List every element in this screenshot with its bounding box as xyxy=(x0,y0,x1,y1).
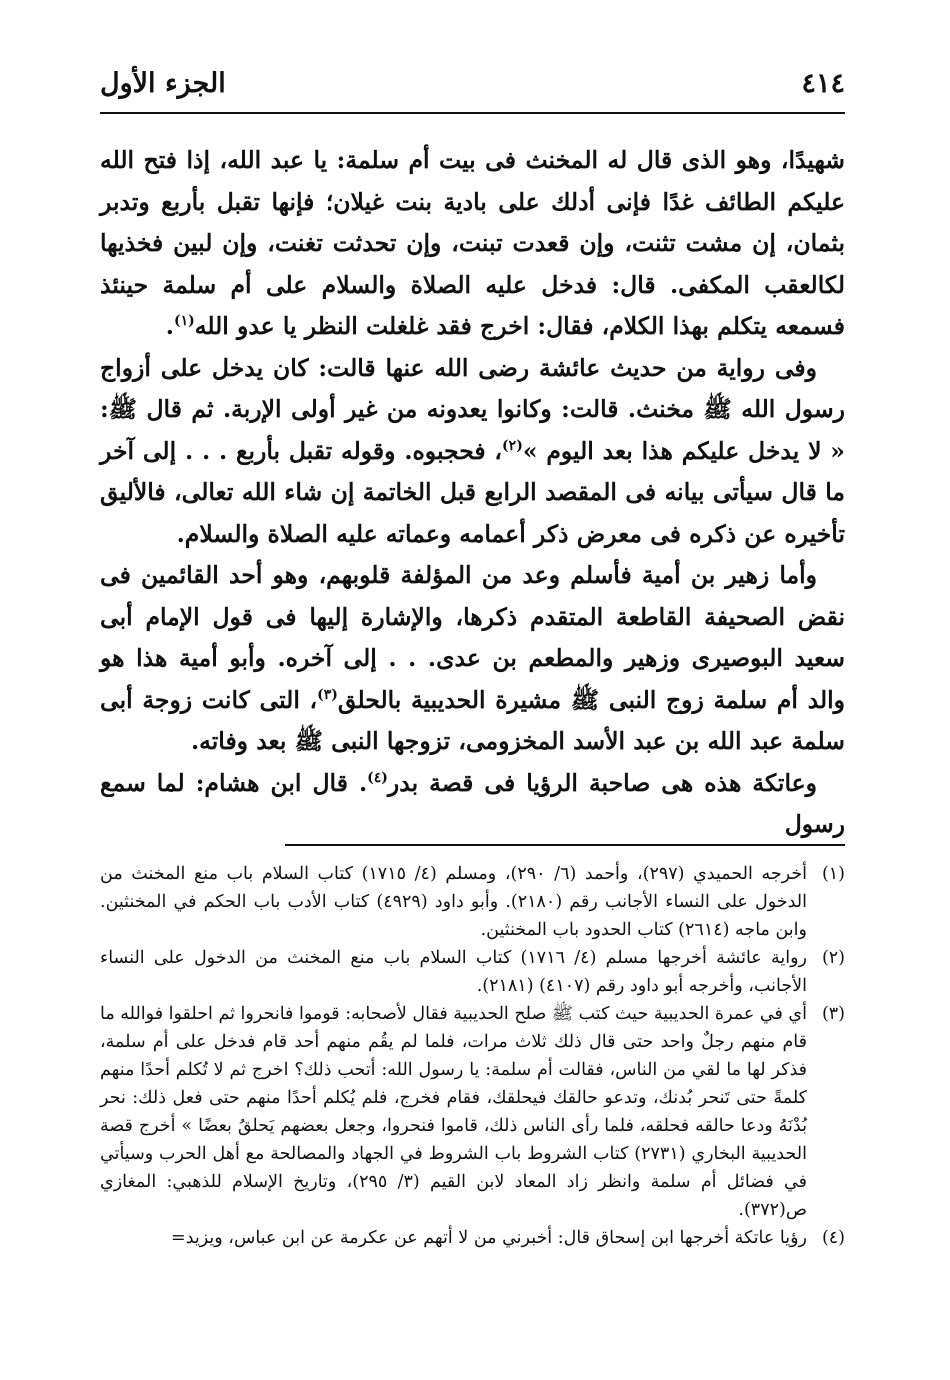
page-number: ٤١٤ xyxy=(801,68,845,99)
paragraph-1: شهيدًا، وهو الذى قال له المخنث فى بيت أم سلمة: يا عبد الله، إذا فتح الله عليكم الطائف غدًا فإنى أدلك على بادية بنت غيلان؛ فإنها تقبل بأربع وتدبر بثمان، إن مشت تثنت، وإن قعدت تبنت، وإن تحدثت تغنت، وإن لبين فخذيها لكالعقب المكفى. قال: فدخل عليه الصلاة والسلام على أم سلمة حينئذ فسمعه يتكلم بهذا الكلام، فقال: اخرج فقد غلغلت النظر يا عدو الله$^{(١)}$. xyxy=(100,146,845,340)
footnote-number: (١) xyxy=(821,864,845,884)
footnote-2 xyxy=(100,944,845,1000)
footnote-3 xyxy=(100,1000,845,1224)
paragraph-3: وأما زهير بن أمية فأسلم وعد من المؤلفة قلوبهم، وهو أحد القائمين فى نقض الصحيفة القاطعة المتقدم ذكرها، والإشارة إليها فى قول الإمام أبى سعيد البوصيرى وزهير والمطعم بن عدى. . . إلى آخره. وأبو أمية هذا هو والد أم سلمة زوج النبى ﷺ مشيرة الحديبية بالحلق$^{(٣)}$، التى كانت زوجة أبى سلمة عبد الله بن عبد الأسد المخزومى، تزوجها النبى ﷺ بعد وفاته. xyxy=(100,561,846,755)
footnote-text: رواية عائشة أخرجها مسلم (٤/ ١٧١٦) كتاب السلام باب منع المخنث من الدخول على النساء الأجانب، وأخرجه أبو داود رقم (٤١٠٧) (٢١٨١). xyxy=(100,948,808,996)
footnote-ref-4: (٤) xyxy=(367,769,388,786)
book-page xyxy=(100,60,846,1248)
footnote-separator xyxy=(285,844,845,846)
footnotes xyxy=(100,860,845,1252)
main-text xyxy=(100,140,845,846)
page-header xyxy=(100,60,845,110)
footnote-number: (٣) xyxy=(821,1004,845,1024)
footnote-ref-1: (١) xyxy=(173,313,195,330)
paragraph-2: وفى رواية من حديث عائشة رضى الله عنها قالت: كان يدخل على أزواج رسول الله ﷺ مخنث. قالت: وكانوا يعدونه من غير أولى الإربة. ثم قال ﷺ: « لا يدخل عليكم هذا بعد اليوم »$^{(٢)}$، فحجبوه. وقوله تقبل بأربع . . . إلى آخر ما قال سيأتى بيانه فى المقصد الرابع قبل الخاتمة إن شاء الله تعالى، فالأليق تأخيره عن ذكره فى معرض ذكر أعمامه وعماته عليه الصلاة والسلام. xyxy=(100,353,845,548)
running-title: الجزء الأول xyxy=(100,68,226,99)
paragraph-4: وعاتكة هذه هى صاحبة الرؤيا فى قصة بدر$^{(٤)}$. قال ابن هشام: لما سمع رسول xyxy=(100,768,845,838)
footnote-text: أي في عمرة الحديبية حيث كتب ﷺ صلح الحديبية فقال لأصحابه: قوموا فانحروا ثم احلقوا فوالله ما قام منهم رجلٌ واحد حتى قال ذلك ثلاث مرات، فلما لم يقُم منهم أحد قام فدخل على أم سلمة، فذكر لها ما لقي من الناس، فقالت أم سلمة: يا رسول الله: أتحب ذلك؟ اخرج ثم لا تُكلم أحدًا منهم كلمةً حتى تَنحر بُدنك، وتدعو حالقك فيحلقك، فقام فخرج، فلم يُكلم أحدًا منهم حتى فعل ذلك: نحر بُدْنَهُ ودعا حالقه فحلقه، فلما رأى الناس ذلك، قاموا فنحروا، وجعل بعضهم يَحلقُ بعضًا » أخرج قصة الحديبية البخاري (٢٧٣١) كتاب الشروط باب الشروط في الجهاد والمصالحة مع أهل الحرب وسيأتي في فضائل أم سلمة وانظر زاد المعاد لابن القيم (٣/ ٢٩٥)، وتاريخ الإسلام للذهبي: المغازي ص(٣٧٢). xyxy=(100,1004,807,1220)
footnote-ref-2: (٢) xyxy=(502,437,523,454)
footnote-text: رؤيا عاتكة أخرجها ابن إسحاق قال: أخبرني من لا أتهم عن عكرمة عن ابن عباس، ويزيد= xyxy=(171,1228,807,1248)
footnote-1 xyxy=(100,860,845,944)
footnote-4 xyxy=(100,1224,845,1252)
footnote-text: أخرجه الحميدي (٢٩٧)، وأحمد (٦/ ٢٩٠)، ومسلم (٤/ ١٧١٥) كتاب السلام باب منع المخنث من الدخول على النساء الأجانب رقم (٢١٨٠). وأبو داود (٤٩٢٩) كتاب الأدب باب الحكم في المخنثين. وابن ماجه (٢٦١٤) كتاب الحدود باب المخنثين. xyxy=(100,864,807,940)
footnote-number: (٢) xyxy=(821,948,845,968)
footnote-number: (٤) xyxy=(821,1228,845,1248)
footnote-ref-3: (٣) xyxy=(317,686,338,703)
header-rule xyxy=(100,112,845,114)
